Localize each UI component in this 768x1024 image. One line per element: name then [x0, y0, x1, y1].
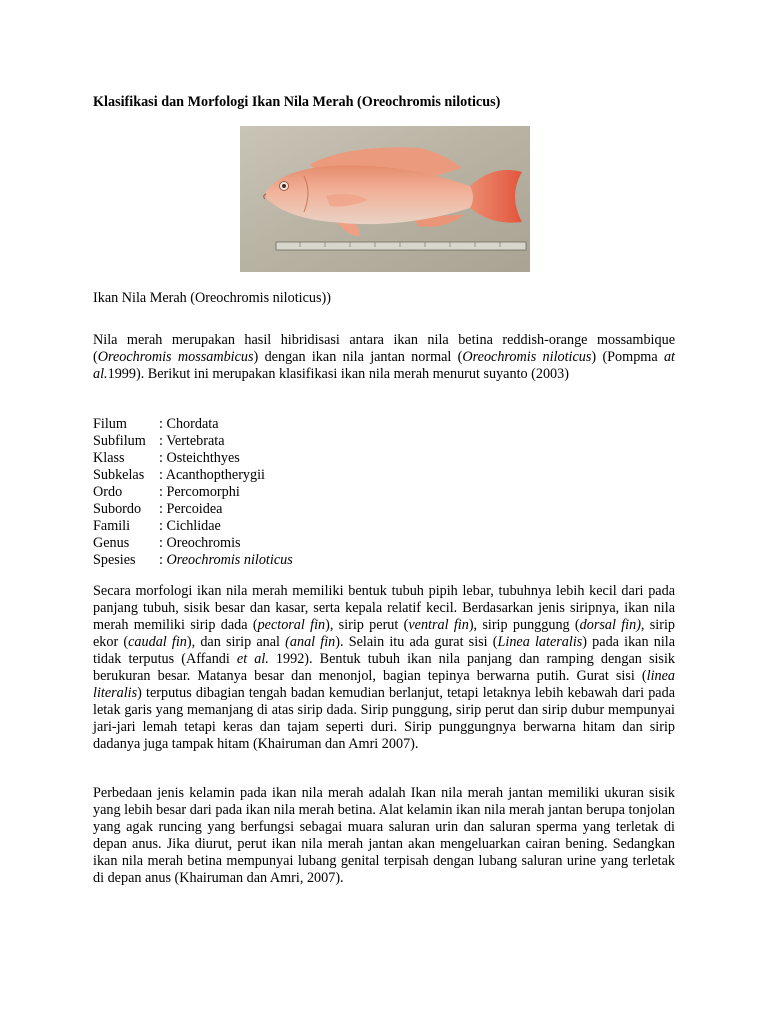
taxon-row: Subfilum : Vertebrata: [93, 433, 225, 449]
morphology-paragraph: Secara morfologi ikan nila merah memiliki bentuk tubuh pipih lebar, tubuhnya lebih kecil dari pada panjang tubuh, sisik besar dan kasar, serta kepala relatif kecil. Berdasarkan jenis siripnya, ikan nila merah memiliki sirip dada (pectoral fin), sirip perut (ventral fin), sirip punggung (dorsal fin), sirip ekor (caudal fin), dan sirip anal (anal fin). Selain itu ada gurat sisi (Linea lateralis) pada ikan nila tidak terputus (Affandi et al. 1992). Bentuk tubuh ikan nila panjang dan ramping dengan sisik berukuran besar. Matanya besar dan menonjol, bagian tepinya berwarna putih. Gurat sisi (linea literalis) terputus dibagian tengah badan kemudian berlanjut, tetapi letaknya lebih kebawah dari pada letak garis yang memanjang di atas sirip dada. Sirip punggung, sirip perut dan sirip dubur mempunyai jari-jari lemah tetapi keras dan tajam seperti duri. Sirip punggungnya berwarna hitam dan sirip dadanya juga tampak hitam (Khairuman dan Amri 2007).: [93, 583, 675, 752]
taxon-row: Ordo : Percomorphi: [93, 484, 240, 500]
fish-photo: [240, 126, 530, 272]
taxon-row: Famili : Cichlidae: [93, 518, 221, 534]
intro-paragraph: Nila merah merupakan hasil hibridisasi antara ikan nila betina reddish-orange mossambique (Oreochromis mossambicus) dengan ikan nila jantan normal (Oreochromis niloticus) (Pompma at al.1999). Berikut ini merupakan klasifikasi ikan nila merah menurut suyanto (2003): [93, 332, 675, 382]
taxon-row: Spesies : Oreochromis niloticus: [93, 552, 293, 568]
taxon-row: Genus : Oreochromis: [93, 535, 241, 551]
taxon-row: Subordo : Percoidea: [93, 501, 223, 517]
classification-list: [93, 416, 293, 569]
figure-caption: Ikan Nila Merah (Oreochromis niloticus)): [93, 290, 331, 306]
sex-difference-paragraph: Perbedaan jenis kelamin pada ikan nila merah adalah Ikan nila merah jantan memiliki ukuran sisik yang lebih besar dari pada ikan nila merah betina. Alat kelamin ikan nila merah jantan berupa tonjolan yang agak runcing yang berfungsi sebagai muara saluran urin dan saluran sperma yang terletak di depan anus. Jika diurut, perut ikan nila merah jantan akan mengeluarkan cairan bening. Sedangkan ikan nila merah betina mempunyai lubang genital terpisah dengan lubang saluran urine yang terletak di depan anus (Khairuman dan Amri, 2007).: [93, 785, 675, 886]
taxon-row: Klass : Osteichthyes: [93, 450, 240, 466]
taxon-row: Subkelas : Acanthoptherygii: [93, 467, 265, 483]
taxon-row: Filum : Chordata: [93, 416, 219, 432]
page-title: Klasifikasi dan Morfologi Ikan Nila Merah (Oreochromis niloticus): [93, 94, 501, 110]
